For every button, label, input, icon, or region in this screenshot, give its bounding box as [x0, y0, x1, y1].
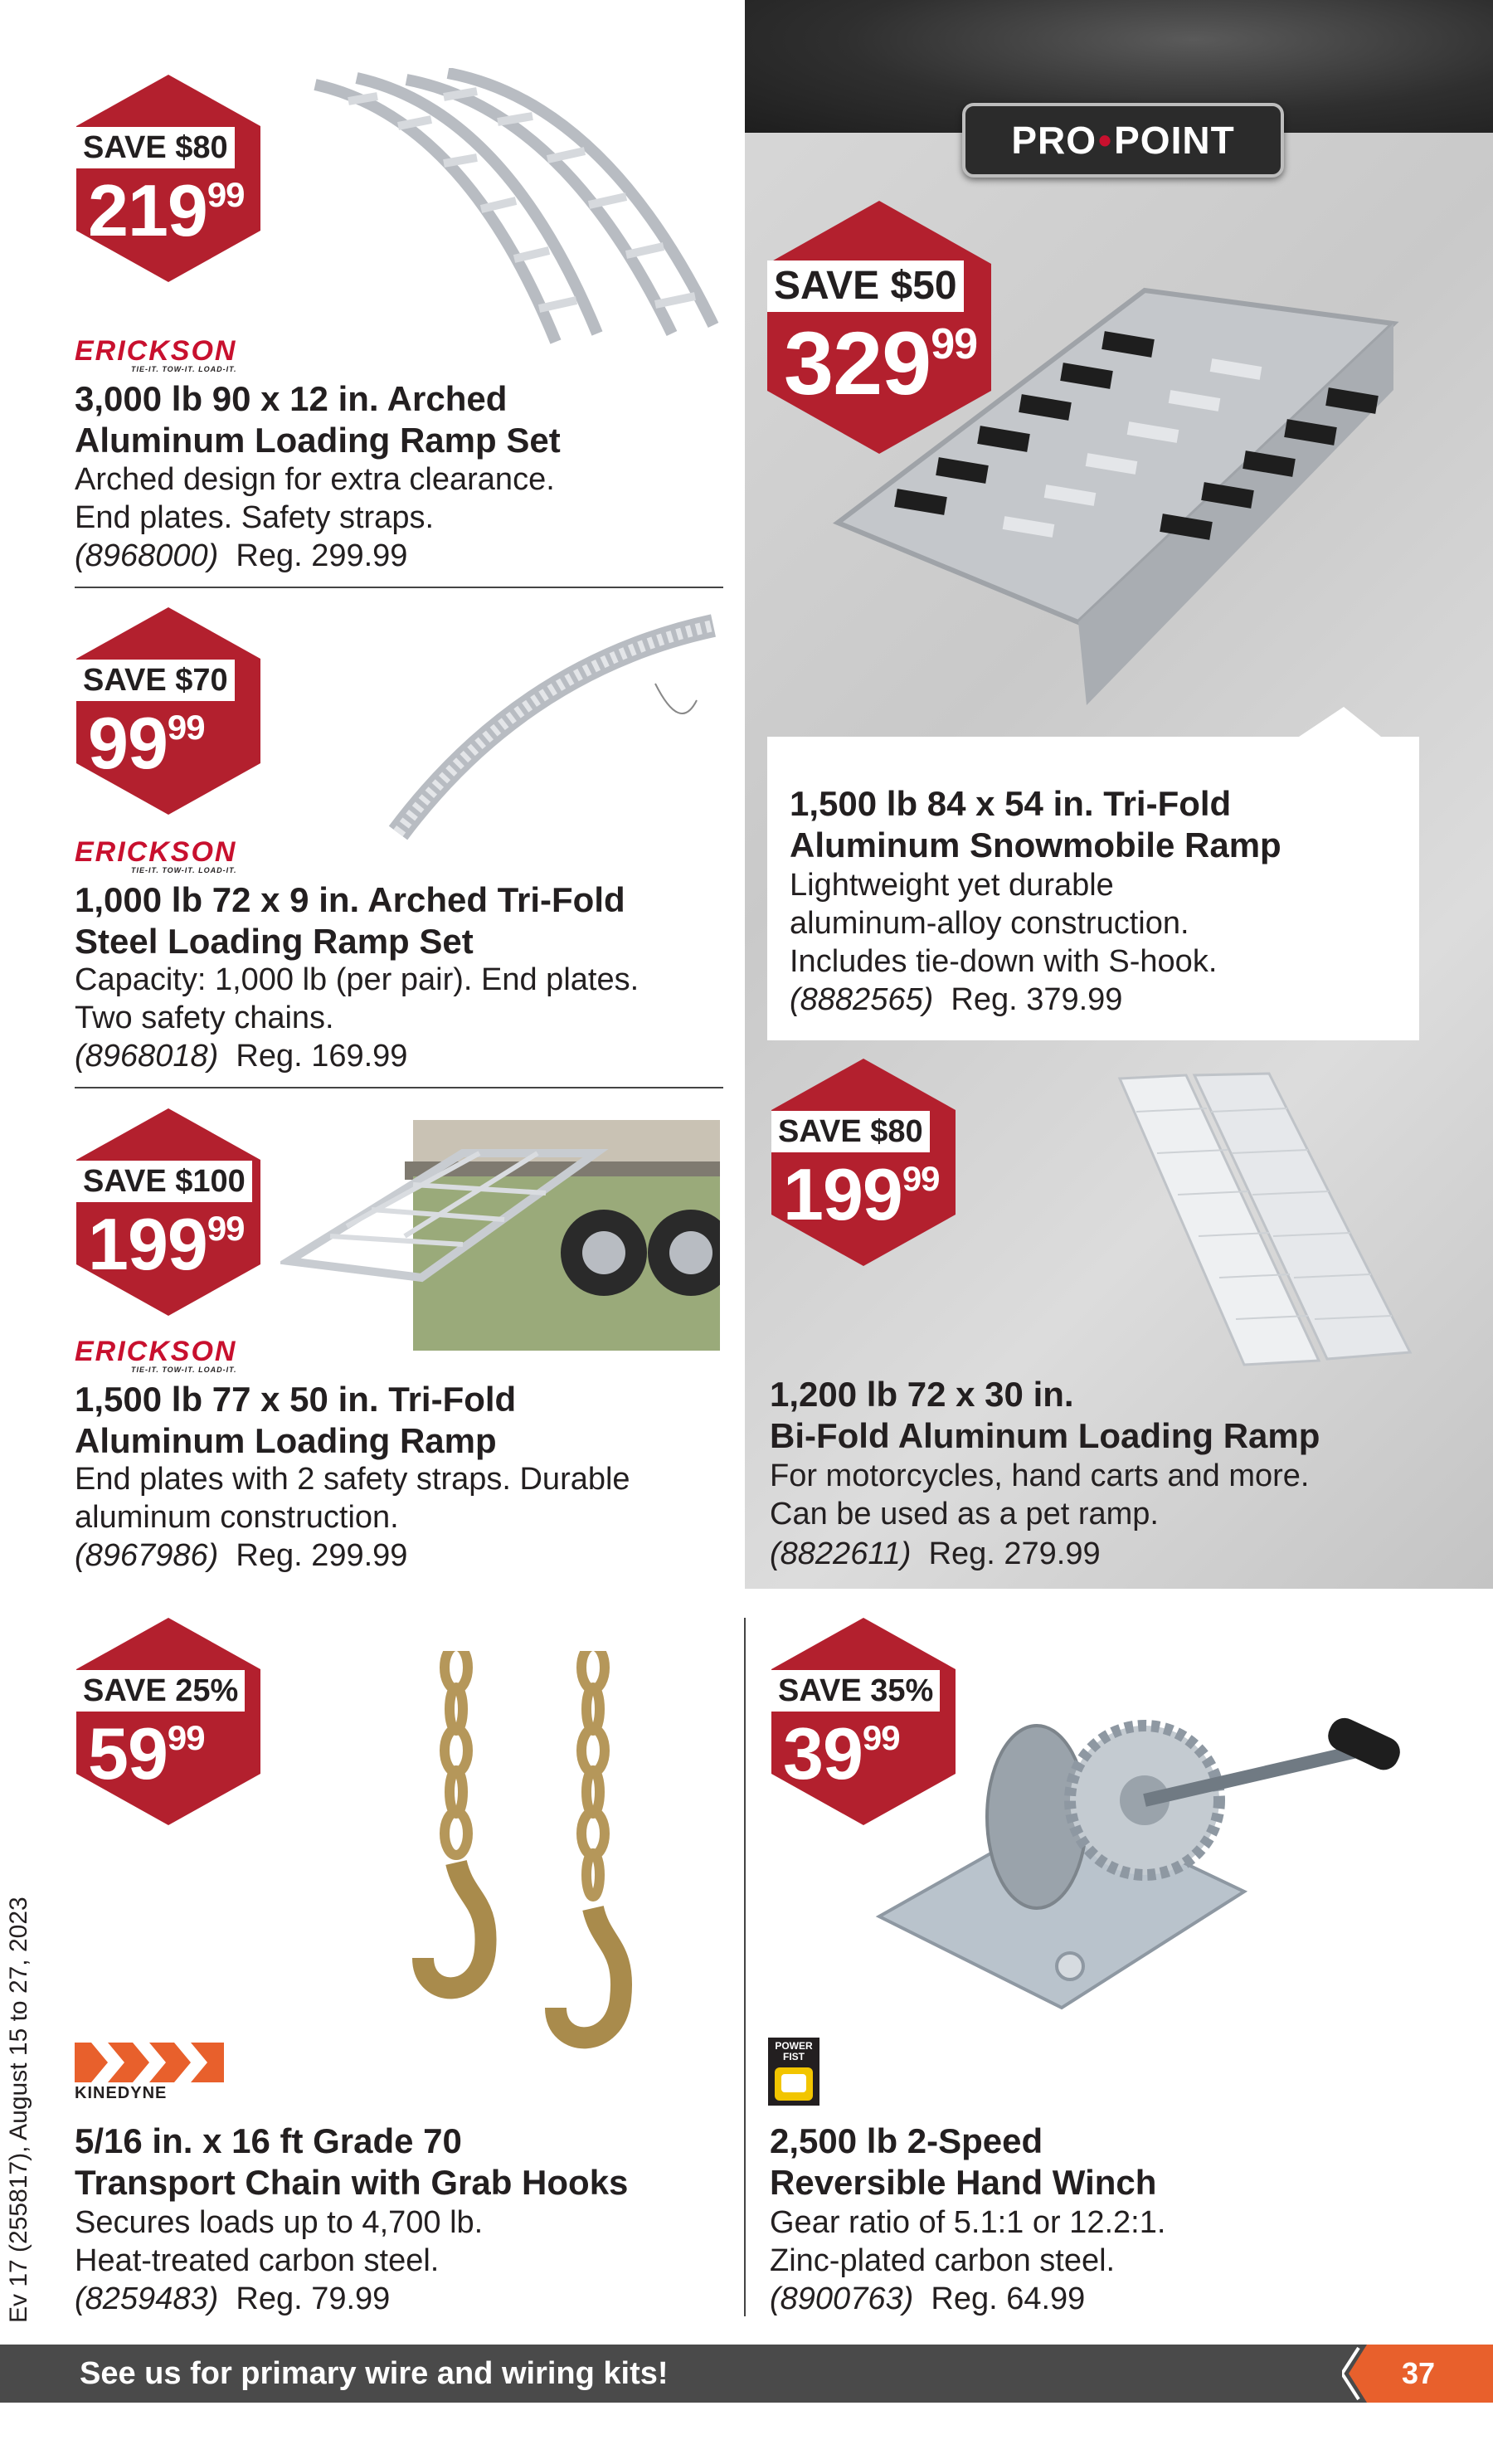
- tri-fold-aluminum-ramp-trailer-image: [280, 1103, 720, 1352]
- product-description: Capacity: 1,000 lb (per pair). End plates. Two safety chains.: [75, 962, 640, 1035]
- product-sku: (8882565) Reg. 379.99: [790, 982, 1123, 1017]
- product-title: 2,500 lb 2-Speed Reversible Hand Winch: [770, 2121, 1157, 2202]
- bi-fold-ramp-image: [1111, 1070, 1427, 1369]
- price-badge: [76, 75, 260, 282]
- sale-price: $199^{99}$: [88, 1203, 245, 1285]
- sale-price: $99^{99}$: [88, 702, 205, 784]
- save-label: SAVE 35%: [771, 1670, 940, 1712]
- product-title: 3,000 lb 90 x 12 in. Arched Aluminum Loading Ramp Set: [75, 379, 561, 460]
- divider: [75, 587, 723, 588]
- save-label: SAVE $50: [767, 261, 964, 312]
- price-badge: [76, 1108, 260, 1316]
- sale-price: $39^{99}$: [783, 1712, 900, 1794]
- product-sku: (8968018) Reg. 169.99: [75, 1039, 408, 1074]
- save-label: SAVE $70: [76, 660, 235, 701]
- hand-winch-image: [863, 1709, 1410, 2074]
- save-label: SAVE $100: [76, 1161, 252, 1202]
- divider: [75, 1087, 723, 1088]
- product-sku: (8900763) Reg. 64.99: [770, 2281, 1086, 2316]
- product-sku: (8822611) Reg. 279.99: [770, 1536, 1101, 1571]
- page-number: 37: [1401, 2356, 1436, 2390]
- product-description: For motorcycles, hand carts and more. Can be used as a pet ramp.: [770, 1458, 1310, 1531]
- product-sku: (8968000) Reg. 299.99: [75, 538, 408, 573]
- product-title: 1,500 lb 84 x 54 in. Tri-Fold Aluminum Snowmobile Ramp: [790, 784, 1281, 864]
- save-label: SAVE $80: [771, 1111, 930, 1152]
- product-description: Lightweight yet durable aluminum-alloy construction. Includes tie-down with S-hook.: [790, 868, 1218, 979]
- product-title: 5/16 in. x 16 ft Grade 70 Transport Chain with Grab Hooks: [75, 2121, 629, 2202]
- arched-ramp-set-image: [299, 68, 730, 367]
- snowmobile-ramp-image: [813, 274, 1410, 738]
- sale-price: $59^{99}$: [88, 1712, 205, 1794]
- flyer-event-code: Ev 17 (255817), August 15 to 27, 2023: [5, 1897, 32, 2323]
- save-label: SAVE 25%: [76, 1670, 245, 1712]
- footer-message: See us for primary wire and wiring kits!: [80, 2356, 669, 2391]
- price-badge: [76, 1618, 260, 1825]
- erickson-logo: ERICKSON TIE-IT. TOW-IT. LOAD-IT.: [75, 1336, 237, 1374]
- product-sku: (8967986) Reg. 299.99: [75, 1538, 408, 1573]
- sale-price: $199^{99}$: [783, 1153, 940, 1235]
- product-sku: (8259483) Reg. 79.99: [75, 2281, 391, 2316]
- save-label: SAVE $80: [76, 127, 235, 168]
- product-title: 1,000 lb 72 x 9 in. Arched Tri-Fold Steel Loading Ramp Set: [75, 880, 625, 961]
- product-description: Gear ratio of 5.1:1 or 12.2:1. Zinc-plated carbon steel.: [770, 2205, 1166, 2278]
- product-description: Arched design for extra clearance. End plates. Safety straps.: [75, 462, 555, 535]
- tri-fold-steel-ramp-image: [382, 609, 730, 850]
- sale-price: $219^{99}$: [88, 169, 245, 251]
- kinedyne-logo: KINEDYNE: [75, 2043, 224, 2097]
- price-badge: [76, 607, 260, 815]
- price-badge: [771, 1059, 956, 1266]
- product-description: Secures loads up to 4,700 lb. Heat-treated carbon steel.: [75, 2205, 484, 2278]
- erickson-logo: ERICKSON TIE-IT. TOW-IT. LOAD-IT.: [75, 836, 237, 874]
- product-description: End plates with 2 safety straps. Durable aluminum construction.: [75, 1462, 630, 1535]
- column-divider: [744, 1618, 746, 2316]
- power-fist-logo: POWER FIST: [768, 2038, 819, 2106]
- product-title: 1,200 lb 72 x 30 in. Bi-Fold Aluminum Loading Ramp: [770, 1375, 1320, 1455]
- erickson-logo: ERICKSON TIE-IT. TOW-IT. LOAD-IT.: [75, 335, 237, 373]
- product-title: 1,500 lb 77 x 50 in. Tri-Fold Aluminum Loading Ramp: [75, 1380, 517, 1460]
- sale-price: $329^{99}$: [784, 313, 978, 413]
- transport-chain-image: [406, 1651, 655, 2116]
- callout-pointer: [1294, 707, 1385, 740]
- pro-point-logo: PRO • POINT: [962, 103, 1284, 178]
